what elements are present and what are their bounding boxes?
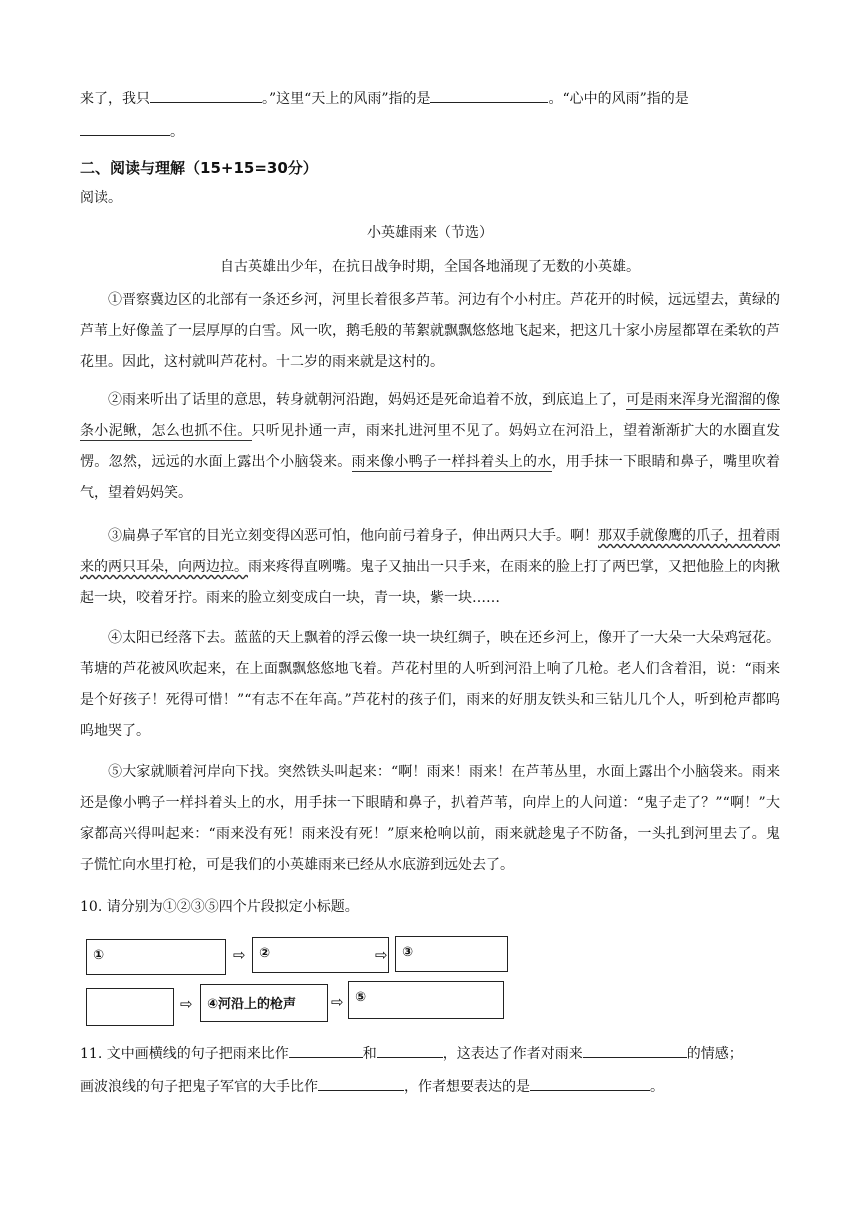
answer-blank[interactable] — [80, 121, 170, 136]
question-11-line-2 — [80, 1076, 664, 1097]
story-title: 小英雄雨来（节选） — [367, 225, 493, 241]
section-title: 二、阅读与理解（15+15=30分） — [80, 159, 318, 177]
paragraph-text: ④太阳已经落下去。蓝蓝的天上飘着的浮云像一块一块红绸子，映在还乡河上，像开了一大朵一大朵鸡冠花。苇塘的芦花被风吹起来，在上面飘飘悠悠地飞着。芦花村里的人听到河沿上响了几枪。老人们含着泪，说：“雨来是个好孩子！死得可惜！”“有志不在年高。”芦花村的孩子们，雨来的好朋友铁头和三钻儿几个人，听到枪声都呜呜地哭了。 — [80, 630, 780, 739]
text: 画波浪线的句子把鬼子军官的大手比作 — [80, 1079, 318, 1095]
box-label: ② — [259, 946, 271, 961]
paragraph-text: ①晋察冀边区的北部有一条还乡河，河里长着很多芦苇。河边有个小村庄。芦花开的时候，远远望去，黄绿的芦苇上好像盖了一层厚厚的白雪。风一吹，鹅毛般的苇絮就飘飘悠悠地飞起来，把这几十家小房屋都罩在柔软的芦花里。因此，这村就叫芦花村。十二岁的雨来就是这村的。 — [80, 292, 780, 370]
section-intro: 阅读。 — [80, 190, 122, 206]
arrow-icon: ⇨ — [180, 995, 193, 1013]
box-label: ① — [93, 948, 105, 963]
arrow-icon: ⇨ — [331, 993, 344, 1011]
text: 。“心中的风雨”指的是 — [548, 91, 689, 107]
story-subtitle: 自古英雄出少年，在抗日战争时期，全国各地涌现了无数的小英雄。 — [220, 259, 640, 275]
text: 和 — [362, 1046, 377, 1062]
title-box-3[interactable] — [395, 936, 508, 972]
text: ，作者想要表达的是 — [404, 1079, 530, 1095]
paragraph-1 — [80, 285, 780, 378]
title-box-1[interactable] — [86, 939, 226, 975]
question-10: 10. 请分别为①②③⑤四个片段拟定小标题。 — [80, 899, 359, 915]
box-label: ⑤ — [355, 990, 367, 1005]
arrow-icon: ⇨ — [233, 946, 246, 964]
paragraph-text: ③扁鼻子军官的目光立刻变得凶恶可怕，他向前弓着身子，伸出两只大手。啊！ — [108, 528, 598, 544]
prev-question-line-1 — [80, 88, 689, 109]
title-box-6[interactable] — [348, 981, 504, 1019]
prev-question-line-2 — [80, 121, 184, 142]
answer-blank[interactable] — [430, 88, 548, 103]
text: 。”这里“天上的风雨”指的是 — [262, 91, 431, 107]
answer-blank[interactable] — [289, 1043, 363, 1058]
answer-blank[interactable] — [530, 1076, 650, 1091]
text: 的情感； — [686, 1046, 743, 1062]
paragraph-5 — [80, 757, 780, 881]
underlined-sentence: 可是雨来浑身光溜溜的像条小泥鳅，怎么也抓不住。 — [80, 392, 780, 439]
paragraph-text: 只听见扑通一声，雨来扎进河里不见了。妈妈立在河沿上，望着渐渐扩大的水圈直发愣。忽然，远远的水面上露出个小脑袋来。 — [80, 423, 780, 470]
paragraph-text: ，用手抹一下眼睛和鼻子，嘴里吹着气，望着妈妈笑。 — [80, 454, 781, 501]
paragraph-2 — [80, 385, 780, 509]
answer-blank[interactable] — [377, 1043, 443, 1058]
title-box-5 — [200, 984, 328, 1022]
title-box-4[interactable] — [86, 988, 174, 1026]
box-label: ③ — [402, 945, 414, 960]
paragraph-text: ⑤大家就顺着河岸向下找。突然铁头叫起来：“啊！雨来！雨来！在芦苇丛里，水面上露出个小脑袋来。雨来还是像小鸭子一样抖着头上的水，用手抹一下眼睛和鼻子，扒着芦苇，向岸上的人问道：“鬼子走了？”“啊！”大家都高兴得叫起来：“雨来没有死！雨来没有死！”原来枪响以前，雨来就趁鬼子不防备，一头扎到河里去了。鬼子慌忙向水里打枪，可是我们的小英雄雨来已经从水底游到远处去了。 — [80, 764, 780, 873]
title-box-2[interactable] — [252, 937, 389, 973]
paragraph-text: 雨来疼得直咧嘴。鬼子又抽出一只手来，在雨来的脸上打了两巴掌，又把他脸上的肉揪起一块，咬着牙拧。雨来的脸立刻变成白一块，青一块，紫一块…… — [80, 559, 780, 606]
text: 来了，我只 — [80, 91, 150, 107]
answer-blank[interactable] — [318, 1076, 404, 1091]
text: 11. 文中画横线的句子把雨来比作 — [80, 1046, 289, 1062]
underlined-sentence: 雨来像小鸭子一样抖着头上的水 — [351, 454, 552, 470]
question-11-line-1 — [80, 1043, 743, 1064]
answer-blank[interactable] — [150, 88, 262, 103]
text: 。 — [650, 1079, 664, 1095]
text: ，这表达了作者对雨来 — [442, 1046, 583, 1062]
box-label: ④河沿上的枪声 — [207, 997, 297, 1012]
text: 。 — [170, 124, 184, 140]
answer-blank[interactable] — [583, 1043, 687, 1058]
paragraph-text: ②雨来听出了话里的意思，转身就朝河沿跑，妈妈还是死命追着不放，到底追上了， — [108, 392, 626, 408]
wavy-underlined-sentence: 那双手就像鹰的爪子，扭着雨来的两只耳朵，向两边拉。 — [80, 528, 780, 575]
paragraph-3 — [80, 521, 780, 614]
arrow-icon: ⇨ — [375, 946, 388, 964]
paragraph-4 — [80, 623, 780, 747]
